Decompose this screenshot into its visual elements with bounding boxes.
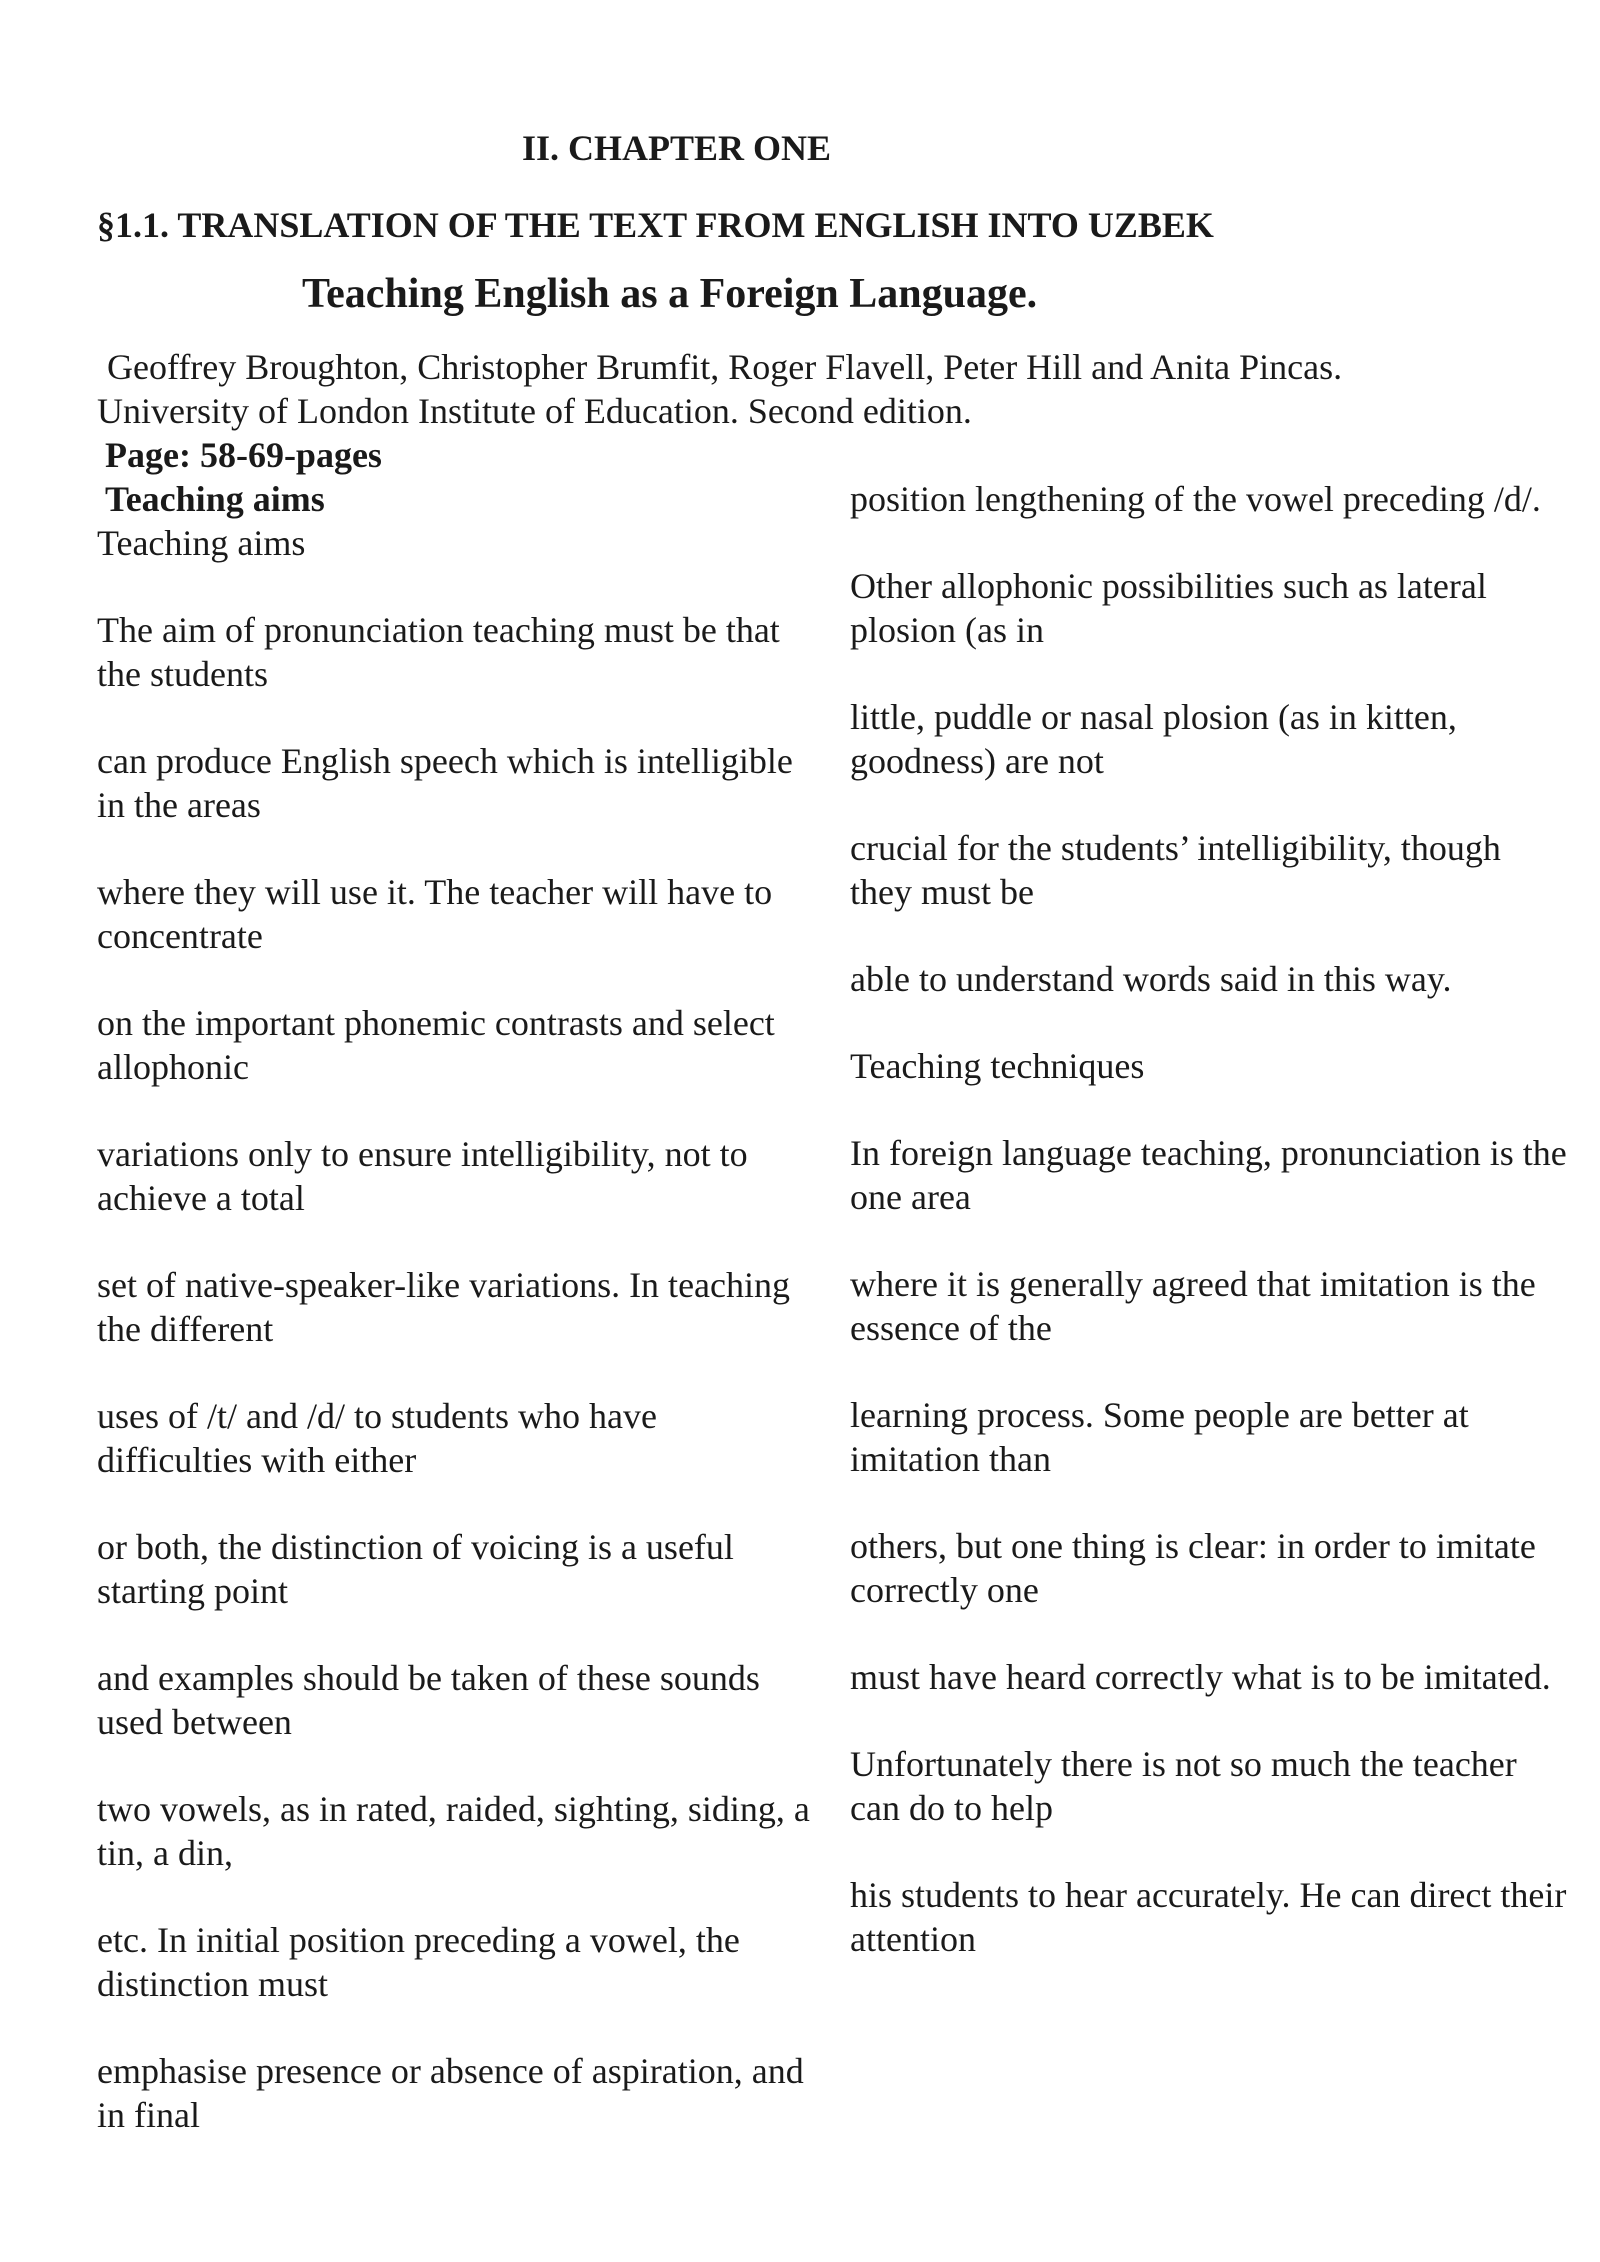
paragraph: where it is generally agreed that imitation is the essence of the [850,1264,1536,1348]
paragraph: In foreign language teaching, pronunciation is the one area [850,1133,1567,1217]
paragraph: Other allophonic possibilities such as lateral plosion (as in [850,566,1487,650]
subheading-teaching-techniques: Teaching techniques [850,1046,1145,1086]
paragraph: learning process. Some people are better at imitation than [850,1395,1469,1479]
paragraph: The aim of pronunciation teaching must be that the students [97,610,780,694]
paragraph: crucial for the students’ intelligibility, though they must be [850,828,1501,912]
book-title: Teaching English as a Foreign Language. [302,271,1038,317]
paragraph: and examples should be taken of these sounds used between [97,1658,760,1742]
subheading-bold: Teaching aims [105,479,325,519]
left-column [97,477,817,2137]
paragraph: on the important phonemic contrasts and select allophonic [97,1003,775,1087]
paragraph: position lengthening of the vowel preceding /d/. [850,479,1541,519]
chapter-title: II. CHAPTER ONE [522,128,832,168]
paragraph: Unfortunately there is not so much the teacher can do to help [850,1744,1517,1828]
authors-line: Geoffrey Broughton, Christopher Brumfit, Roger Flavell, Peter Hill and Anita Pincas. [107,347,1343,387]
paragraph: little, puddle or nasal plosion (as in kitten, goodness) are not [850,697,1457,781]
paragraph: where they will use it. The teacher will have to concentrate [97,872,773,956]
paragraph: can produce English speech which is intelligible in the areas [97,741,793,825]
section-title: §1.1. TRANSLATION OF THE TEXT FROM ENGLISH INTO UZBEK [97,205,1214,245]
institution-line: University of London Institute of Education. Second edition. [97,391,972,431]
paragraph: emphasise presence or absence of aspiration, and in final [97,2051,804,2135]
authors-block [97,345,1537,433]
paragraph: or both, the distinction of voicing is a useful starting point [97,1527,734,1611]
right-column [850,477,1570,1961]
paragraph: able to understand words said in this way. [850,959,1452,999]
paragraph: set of native-speaker-like variations. In teaching the different [97,1265,790,1349]
paragraph: variations only to ensure intelligibility, not to achieve a total [97,1134,748,1218]
page-range: Page: 58-69-pages [105,435,382,475]
paragraph: two vowels, as in rated, raided, sighting, siding, a tin, a din, [97,1789,810,1873]
paragraph: must have heard correctly what is to be imitated. [850,1657,1551,1697]
paragraph: etc. In initial position preceding a vowel, the distinction must [97,1920,740,2004]
paragraph: uses of /t/ and /d/ to students who have difficulties with either [97,1396,657,1480]
paragraph: others, but one thing is clear: in order to imitate correctly one [850,1526,1536,1610]
subheading-plain: Teaching aims [97,523,306,563]
paragraph: his students to hear accurately. He can direct their attention [850,1875,1567,1959]
